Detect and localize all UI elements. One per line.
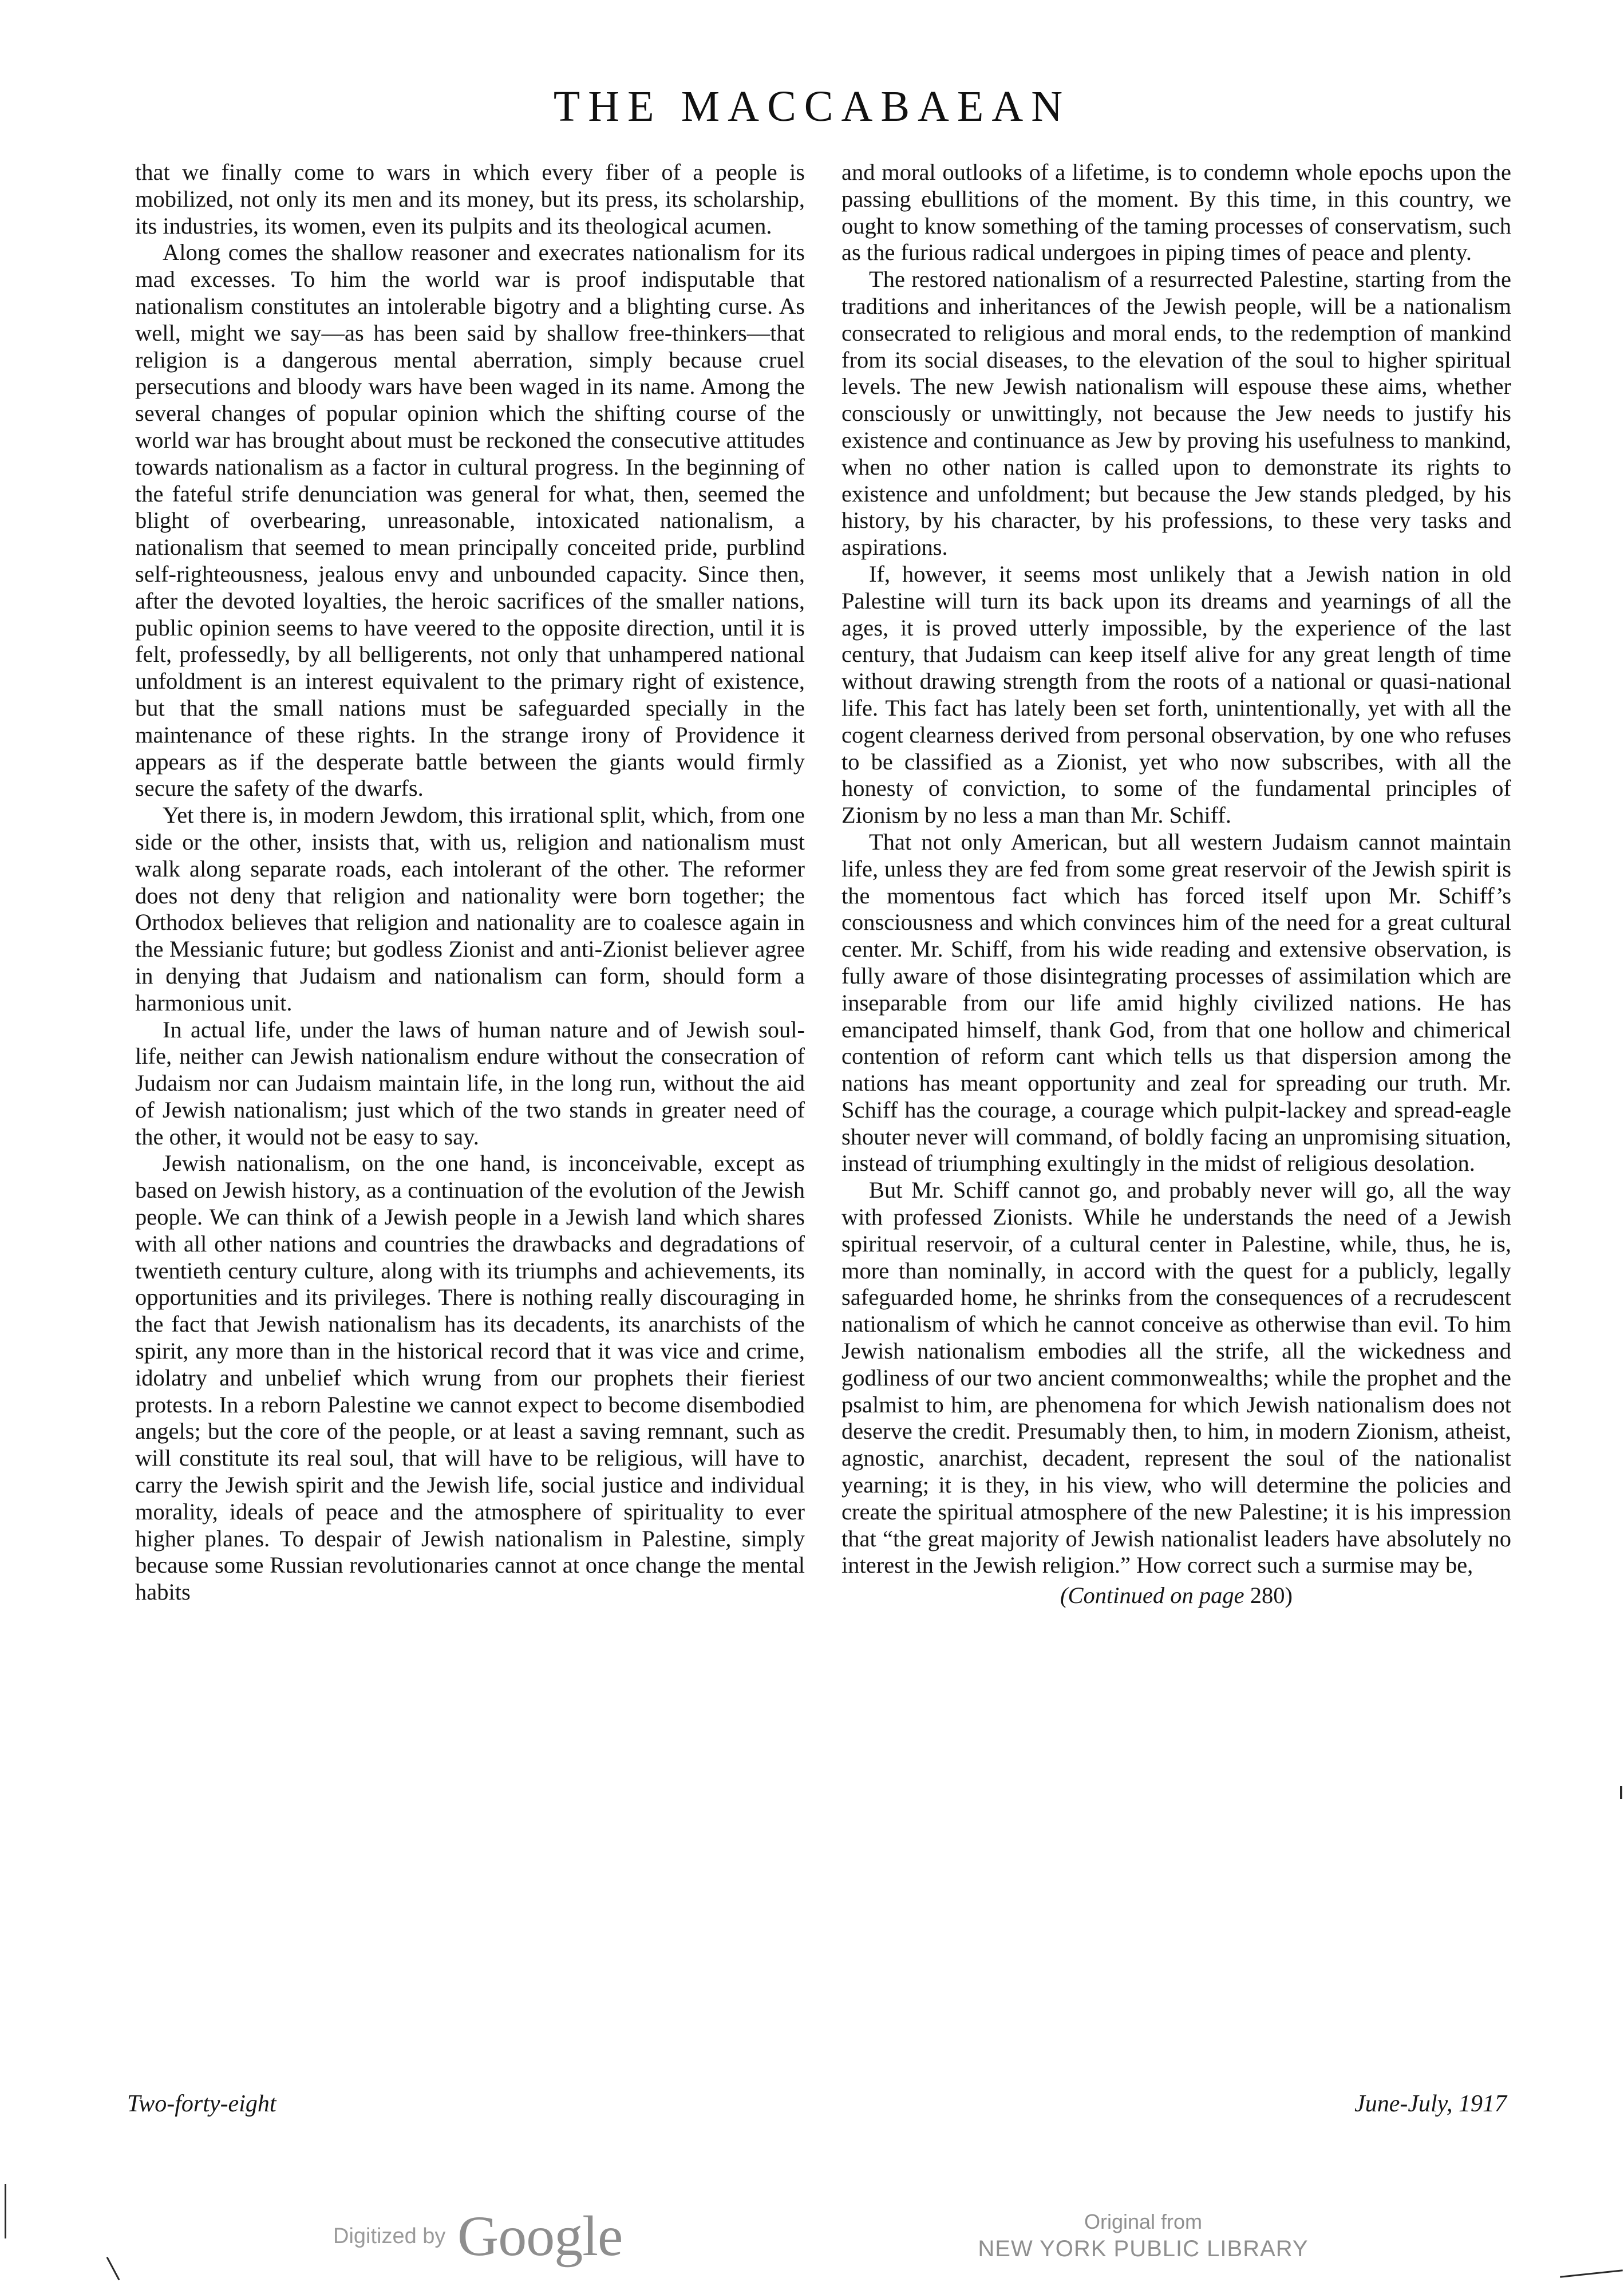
continued-page-number: 280) — [1250, 1582, 1293, 1609]
continued-note — [841, 1582, 1511, 1609]
paragraph: That not only American, but all western Judaism cannot maintain life, unless they are fed from some great reservoir of the Jewish spirit is the momentous fact which has forced itself upon Mr. Schiff’s consciousness and which convinces him of the need for a great cultural center. Mr. Schiff, from his wide reading and extensive observation, is fully aware of those disintegrating processes of assimilation which are inseparable from our life amid highly civilized nations. He has emancipated himself, thank God, from that one hollow and chimerical contention of reform cant which tells us that dispersion among the nations has meant opportunity and zeal for spreading our truth. Mr. Schiff has the courage, a courage which pulpit-lackey and spread-eagle shouter never will command, of boldly facing an unpromising situation, instead of triumphing exultingly in the midst of religious desolation. — [841, 828, 1511, 1176]
original-from-label: Original from — [1084, 2210, 1203, 2233]
scan-edge-mark — [1560, 2269, 1623, 2277]
paragraph: Yet there is, in modern Jewdom, this irrational split, which, from one side or the other, insists that, with us, religion and nationalism must walk along separate roads, each intolerant of the other. The reformer does not deny that religion and nationality were born together; the Orthodox believes that religion and nationality are to coalesce again in the Messianic future; but godless Zionist and anti-Zionist believer agree in denying that Judaism and nationalism can form, should form a harmonious unit. — [135, 802, 805, 1016]
paragraph: Along comes the shallow reasoner and execrates nationalism for its mad excesses. To him the world war is proof indisputable that nationalism constitutes an intolerable bigotry and a blighting curse. As well, might we say—as has been said by shallow free-thinkers—that religion is a dangerous mental aberration, simply because cruel persecutions and bloody wars have been waged in its name. Among the several changes of popular opinion which the shifting course of the world war has brought about must be reckoned the consecutive attitudes towards nationalism as a factor in cultural progress. In the beginning of the fateful strife denunciation was general for what, then, seemed the blight of overbearing, unreasonable, intoxicated nationalism, a nationalism that seemed to mean principally conceited pride, purblind self-righteousness, jealous envy and unbounded capacity. Since then, after the devoted loyalties, the heroic sacrifices of the smaller nations, public opinion seems to have veered to the opposite direction, until it is felt, professedly, by all belligerents, not only that unhampered national unfoldment is an interest equivalent to the primary right of existence, but that the small nations must be safeguarded specially in the maintenance of these rights. In the strange irony of Providence it appears as if the desperate battle between the giants would firmly secure the safety of the dwarfs. — [135, 239, 805, 802]
scan-edge-mark — [1620, 1786, 1622, 1799]
continued-label: (Continued on page — [1060, 1582, 1244, 1609]
source-library-watermark — [971, 2209, 1315, 2263]
digitized-by-watermark — [333, 2204, 623, 2268]
folio-issue-date: June-July, 1917 — [1354, 2091, 1507, 2117]
right-text-column — [841, 159, 1511, 1609]
paragraph: But Mr. Schiff cannot go, and probably never will go, all the way with professed Zionists. While he understands the need of a Jewish spiritual reservoir, of a cultural center in Palestine, while, thus, he is, more than nominally, in accord with the quest for a publicly, legally safeguarded home, he shrinks from the consequences of a recrudescent nationalism of which he cannot conceive as otherwise than evil. To him Jewish nationalism embodies all the strife, all the wickedness and godliness of our two ancient commonwealths; while the prophet and the psalmist to him, are phenomena for which Jewish nationalism does not deserve the credit. Presumably then, to him, in modern Zionism, atheist, agnostic, anarchist, decadent, represent the soul of the nationalist yearning; it is they, in his view, who will determine the policies and create the spiritual atmosphere of the new Palestine; it is his impression that “the great majority of Jewish nationalist leaders have absolutely no interest in the Jewish religion.” How correct such a surmise may be, — [841, 1177, 1511, 1578]
folio-page-number: Two-forty-eight — [127, 2091, 276, 2117]
left-text-column — [135, 159, 805, 1606]
paragraph: Jewish nationalism, on the one hand, is inconceivable, except as based on Jewish history, as a continuation of the evolution of the Jewish people. We can think of a Jewish people in a Jewish land which shares with all other nations and countries the drawbacks and degradations of twentieth century culture, along with its triumphs and achievements, its opportunities and its privileges. There is nothing really discouraging in the fact that Jewish nationalism has its decadents, its anarchists of the spirit, any more than in the historical record that it was vice and crime, idolatry and unbelief which wrung from our prophets their fieriest protests. In a reborn Palestine we cannot expect to become disembodied angels; but the core of the people, or at least a saving remnant, such as will constitute its real soul, that will have to be religious, will have to carry the Jewish spirit and the Jewish life, social justice and individual morality, ideals of peace and the atmosphere of spirituality to ever higher planes. To despair of Jewish nationalism in Palestine, simply because some Russian revolutionaries cannot at once change the mental habits — [135, 1150, 805, 1605]
scan-edge-mark — [5, 2184, 6, 2238]
scan-edge-mark — [106, 2257, 120, 2280]
paragraph: In actual life, under the laws of human nature and of Jewish soul-life, neither can Jewish nationalism endure without the consecration of Judaism nor can Judaism maintain life, in the long run, without the aid of Jewish nationalism; just which of the two stands in greater need of the other, it would not be easy to say. — [135, 1016, 805, 1150]
google-logo: Google — [457, 2204, 623, 2268]
paragraph: that we finally come to wars in which every fiber of a people is mobilized, not only its men and its money, but its press, its scholarship, its industries, its women, even its pulpits and its theological acumen. — [135, 159, 805, 239]
paragraph: The restored nationalism of a resurrected Palestine, starting from the traditions and inheritances of the Jewish people, will be a nationalism consecrated to religious and moral ends, to the redemption of mankind from its social diseases, to the elevation of the soul to higher spiritual levels. The new Jewish nationalism will espouse these aims, whether consciously or unwittingly, not because the Jew needs to justify his existence and continuance as Jew by proving his usefulness to mankind, when no other nation is called upon to demonstrate its rights to existence and unfoldment; but because the Jew stands pledged, by his history, by his character, by his professions, to these very tasks and aspirations. — [841, 266, 1511, 560]
page-header-title: THE MACCABAEAN — [553, 82, 1071, 131]
paragraph: If, however, it seems most unlikely that a Jewish nation in old Palestine will turn its back upon its dreams and yearnings of all the ages, it is proved utterly impossible, by the experience of the last century, that Judaism can keep itself alive for any great length of time without drawing strength from the roots of a national or quasi-national life. This fact has lately been set forth, unintentionally, yet with all the cogent clearness derived from personal observation, by one who refuses to be classified as a Zionist, yet who now subscribes, with all the honesty of conviction, to some of the fundamental principles of Zionism by no less a man than Mr. Schiff. — [841, 560, 1511, 828]
library-name: NEW YORK PUBLIC LIBRARY — [978, 2236, 1309, 2261]
digitized-by-label: Digitized by — [333, 2224, 446, 2248]
paragraph: and moral outlooks of a lifetime, is to condemn whole epochs upon the passing ebullitions of the moment. By this time, in this country, we ought to know something of the taming processes of conservatism, such as the furious radical undergoes in piping times of peace and plenty. — [841, 159, 1511, 266]
